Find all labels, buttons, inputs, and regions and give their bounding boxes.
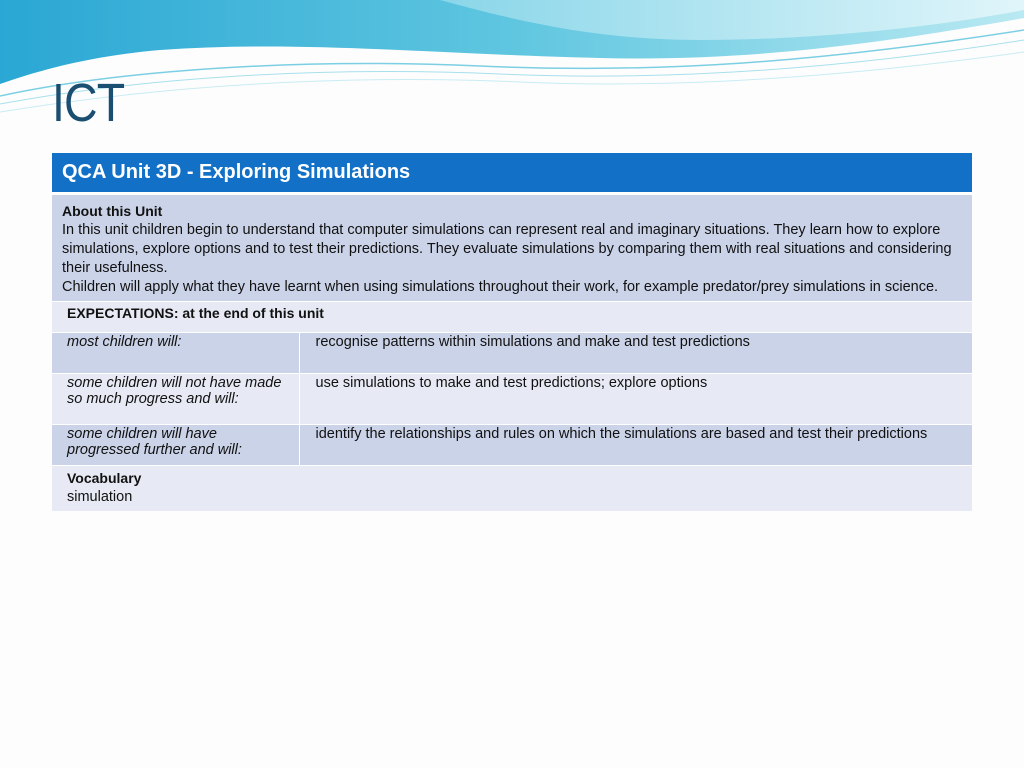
table-header-row (52, 153, 972, 193)
level-label: most children will: (52, 332, 299, 373)
unit-title: QCA Unit 3D - Exploring Simulations (52, 153, 972, 193)
level-text: use simulations to make and test predictions; explore options (299, 373, 972, 424)
table-row (52, 373, 972, 424)
about-paragraph-1: In this unit children begin to understand that computer simulations can represent real and imaginary situations. They learn how to explore simulations, explore options and to test their predictions. They evaluate simulations by comparing them with real situations and considering their usefulness. (62, 221, 952, 276)
table-row (52, 332, 972, 373)
about-heading: About this Unit (62, 202, 163, 219)
level-label: some children will not have made so much progress and will: (52, 373, 299, 424)
vocabulary-words: simulation (67, 488, 133, 505)
expectations-heading: EXPECTATIONS: at the end of this unit (52, 301, 972, 332)
expectations-row (52, 301, 972, 332)
table-row (52, 424, 972, 465)
about-paragraph-2: Children will apply what they have learnt when using simulations throughout their work, for example predator/prey simulations in science. (62, 278, 939, 295)
about-cell (52, 193, 972, 301)
vocabulary-heading: Vocabulary (67, 469, 142, 486)
decorative-wave-banner (0, 0, 1024, 130)
unit-table (52, 153, 972, 511)
about-row (52, 193, 972, 301)
vocabulary-row (52, 465, 972, 511)
slide-title: ICT (52, 73, 125, 133)
level-text: identify the relationships and rules on which the simulations are based and test their predictions (299, 424, 972, 465)
level-label: some children will have progressed further and will: (52, 424, 299, 465)
vocabulary-cell (52, 465, 972, 511)
level-text: recognise patterns within simulations and make and test predictions (299, 332, 972, 373)
